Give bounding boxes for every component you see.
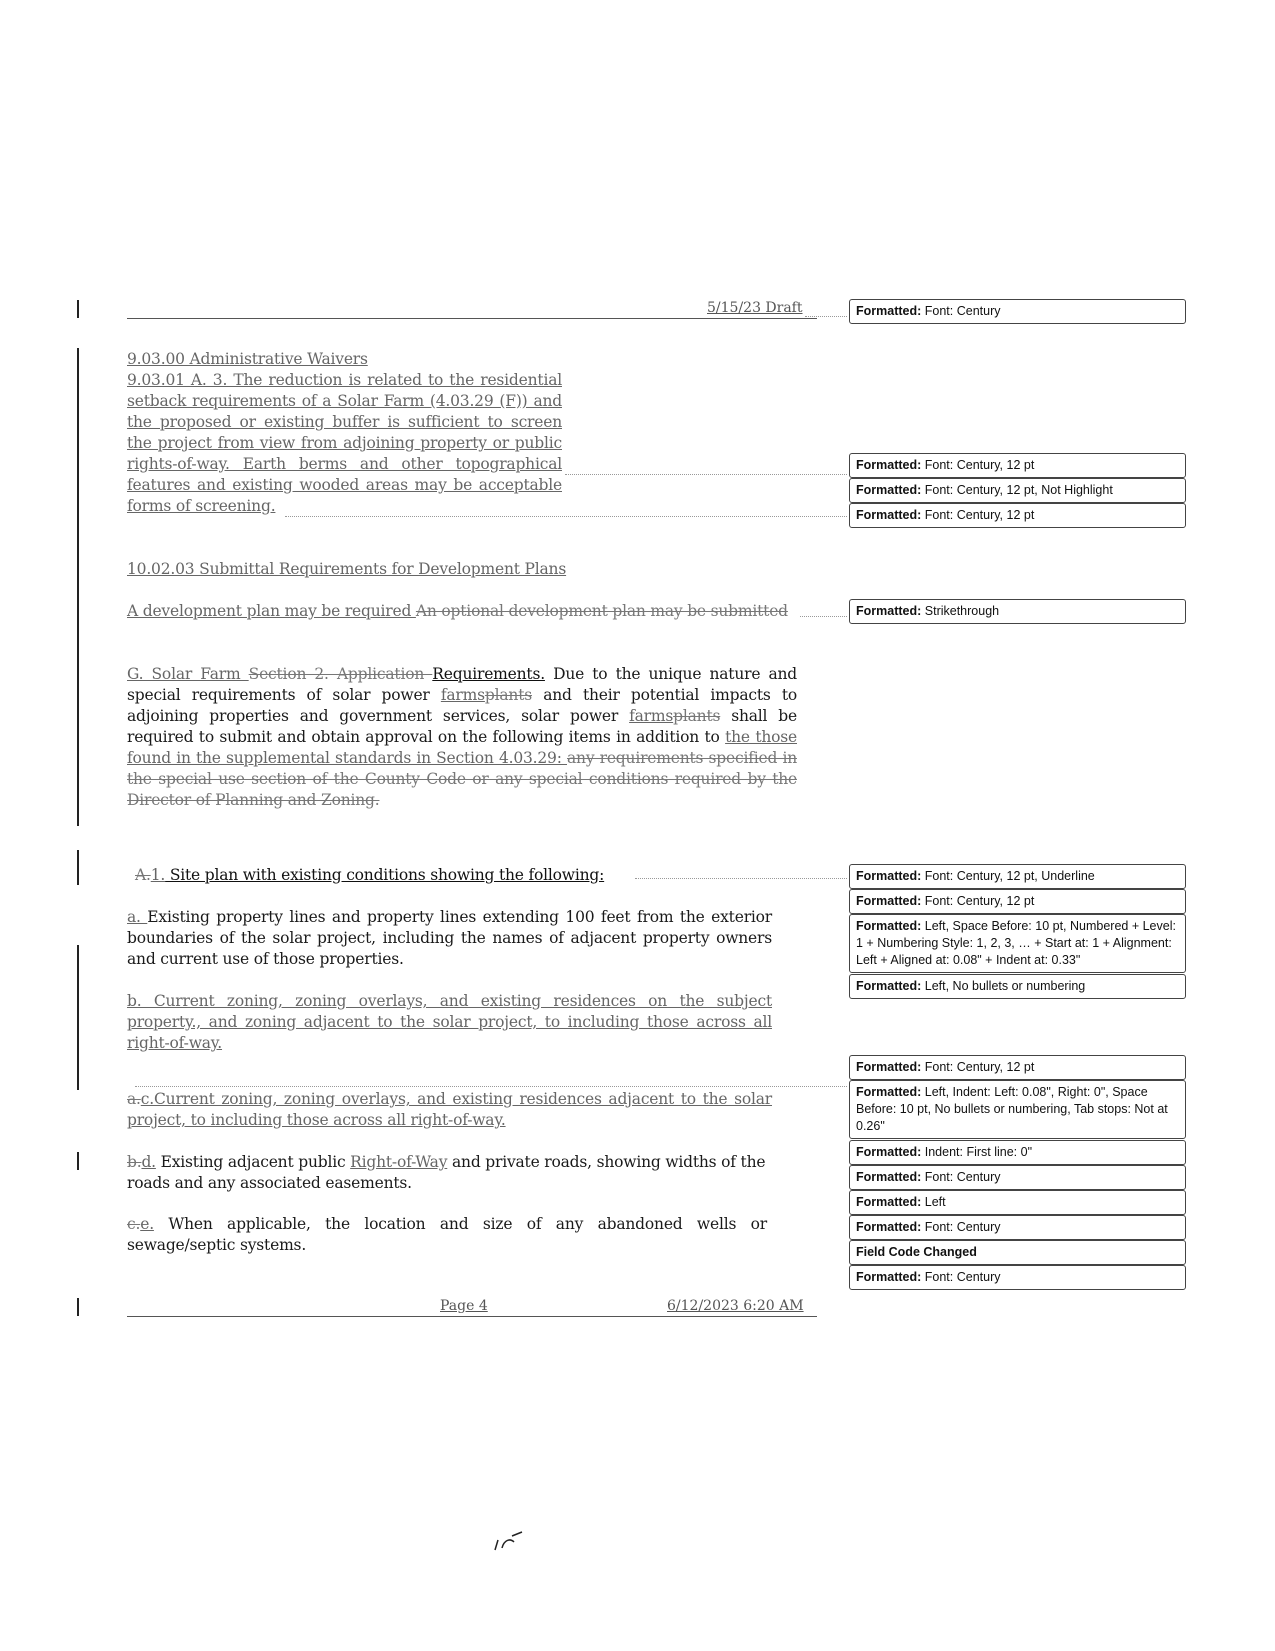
inserted-text: a.: [127, 908, 148, 926]
submittal-title: 10.02.03 Submittal Requirements for Development Plans: [127, 560, 567, 578]
deleted-text: plants: [484, 686, 532, 704]
comment-text: Font: Century, 12 pt: [921, 508, 1035, 522]
comment-label: Formatted:: [856, 1170, 922, 1184]
deleted-text: any requirements specified in the special use section of the County Code or any special conditions required by the Director of Planning and Zoning.: [127, 749, 797, 809]
dev-plan-paragraph: [127, 601, 797, 622]
comment-text: Left, Indent: Left: 0.08", Right: 0", Space Before: 10 pt, No bullets or numbering, Tab stops: Not at 0.26": [856, 1085, 1168, 1133]
comment-text: Font: Century: [921, 1270, 1001, 1284]
item-d: [127, 1152, 767, 1194]
comment-label: Formatted:: [856, 1270, 922, 1284]
inserted-text: b. Current zoning, zoning overlays, and existing residences on the subject property., and zoning adjacent to the solar project, to including those across all right-of-way.: [127, 992, 772, 1052]
revision-comment-balloon[interactable]: [849, 1240, 1186, 1265]
comment-text: Font: Century, 12 pt: [921, 1060, 1035, 1074]
revision-comment-balloon[interactable]: [849, 1265, 1186, 1290]
item-1: [135, 865, 735, 886]
inserted-text: A development plan may be required: [127, 602, 416, 620]
comment-label: Formatted:: [856, 919, 922, 933]
deleted-text: c.: [127, 1215, 141, 1233]
comment-text: Left, Space Before: 10 pt, Numbered + Level: 1 + Numbering Style: 1, 2, 3, … + Start at: 1 + Alignment: Left + Aligned at: 0.08" + Indent at: 0.33": [856, 919, 1176, 967]
waivers-body: 9.03.01 A. 3. The reduction is related to the residential setback requirements of a Solar Farm (4.03.29 (F)) and the proposed or existing buffer is sufficient to screen the project from view from adjoining property or public rights-of-way. Earth berms and other topographical features and existing wooded areas may be acceptable forms of screening.: [127, 371, 562, 515]
comment-label: Formatted:: [856, 508, 922, 522]
header-rule: [127, 318, 817, 319]
inserted-text: farms: [629, 707, 674, 725]
body-text: shall be required to submit and obtain approval on the following items in addition to: [127, 707, 797, 746]
comment-text: Indent: First line: 0": [921, 1145, 1033, 1159]
comment-label: Formatted:: [856, 1060, 922, 1074]
comment-text: Left: [921, 1195, 946, 1209]
revision-comment-balloon[interactable]: [849, 1140, 1186, 1165]
comment-text: Font: Century: [921, 304, 1001, 318]
item-e: [127, 1214, 767, 1256]
comment-text: Font: Century, 12 pt, Underline: [921, 869, 1095, 883]
comment-leader: [635, 878, 847, 879]
comment-label: Formatted:: [856, 304, 922, 318]
revision-comment-balloon[interactable]: [849, 503, 1186, 528]
comment-label: Formatted:: [856, 458, 922, 472]
comment-text: Font: Century, 12 pt: [921, 458, 1035, 472]
handwritten-mark-icon: [492, 1530, 532, 1561]
inserted-text: farms: [440, 686, 485, 704]
body-text: and their potential impacts to adjoining properties and government services, solar power: [127, 686, 797, 725]
comment-label: Formatted:: [856, 1195, 922, 1209]
revision-comment-balloon[interactable]: [849, 299, 1186, 324]
inserted-text: Current zoning, zoning overlays, and existing residences adjacent to the solar project, to including those across all right-of-way.: [127, 1090, 772, 1129]
footer-rule: [127, 1316, 817, 1317]
change-bar: [77, 348, 79, 826]
comment-text: Font: Century, 12 pt: [921, 894, 1035, 908]
body-text: Existing adjacent public: [155, 1153, 351, 1171]
revision-comment-balloon[interactable]: [849, 1080, 1186, 1139]
item-a: [127, 907, 772, 970]
body-text: When applicable, the location and size of any abandoned wells or sewage/septic systems.: [127, 1215, 767, 1254]
comment-label: Formatted:: [856, 1220, 922, 1234]
comment-leader: [565, 474, 847, 475]
revision-comment-balloon[interactable]: [849, 889, 1186, 914]
comment-leader: [285, 516, 847, 517]
comment-leader: [800, 616, 847, 617]
comment-text: Font: Century: [921, 1220, 1001, 1234]
comment-label: Field Code Changed: [856, 1245, 977, 1259]
comment-label: Formatted:: [856, 1085, 922, 1099]
deleted-text: b.: [127, 1153, 142, 1171]
body-text: and private roads, showing widths of the roads and any associated easements.: [127, 1153, 766, 1192]
deleted-text: Section 2. Application: [248, 665, 433, 683]
comment-label: Formatted:: [856, 483, 922, 497]
comment-text: Left, No bullets or numbering: [921, 979, 1086, 993]
revision-comment-balloon[interactable]: [849, 1165, 1186, 1190]
deleted-text: plants: [673, 707, 721, 725]
inserted-text: d.: [141, 1153, 156, 1171]
inserted-text: the those found in the supplemental standards in Section 4.03.29:: [127, 728, 797, 767]
body-text: Existing property lines and property lines extending 100 feet from the exterior boundaries of the solar project, including the names of adjacent property owners and current use of those properties.: [127, 908, 772, 968]
change-bar: [77, 1298, 79, 1316]
change-bar: [77, 850, 79, 885]
comment-leader: [135, 1086, 847, 1087]
inserted-text: e.: [140, 1215, 154, 1233]
inserted-text: 1.: [150, 866, 166, 884]
footer-timestamp: 6/12/2023 6:20 AM: [667, 1298, 804, 1314]
revision-comment-balloon[interactable]: [849, 864, 1186, 889]
g-solar-farm-paragraph: [127, 664, 797, 811]
waivers-title: 9.03.00 Administrative Waivers: [127, 350, 368, 368]
revision-comment-balloon[interactable]: [849, 1190, 1186, 1215]
body-text: Requirements.: [432, 665, 545, 683]
revision-comment-balloon[interactable]: [849, 599, 1186, 624]
comment-label: Formatted:: [856, 979, 922, 993]
comment-text: Font: Century: [921, 1170, 1001, 1184]
deleted-text: A.: [135, 866, 151, 884]
inserted-text: Right-of-Way: [350, 1153, 448, 1171]
inserted-text: G. Solar Farm: [127, 665, 249, 683]
body-text: Due to the unique nature and special requirements of solar power: [127, 665, 797, 704]
comment-label: Formatted:: [856, 869, 922, 883]
change-bar: [77, 1152, 79, 1170]
revision-comment-balloon[interactable]: [849, 1055, 1186, 1080]
revision-comment-balloon[interactable]: [849, 1215, 1186, 1240]
inserted-text: c.: [140, 1090, 154, 1108]
deleted-text: An optional development plan may be submitted: [415, 602, 788, 620]
comment-label: Formatted:: [856, 894, 922, 908]
change-bar: [77, 300, 79, 318]
item-b: [127, 991, 772, 1054]
item-c: [127, 1089, 772, 1131]
body-text: Site plan with existing conditions showing the following:: [165, 866, 605, 884]
comment-label: Formatted:: [856, 604, 922, 618]
change-bar: [77, 945, 79, 1090]
revision-comment-balloon[interactable]: [849, 974, 1186, 999]
revision-comment-balloon[interactable]: [849, 453, 1186, 478]
revision-comment-balloon[interactable]: [849, 478, 1186, 503]
comment-leader: [805, 316, 847, 317]
draft-label: 5/15/23 Draft: [707, 300, 803, 316]
comment-label: Formatted:: [856, 1145, 922, 1159]
revision-comment-balloon[interactable]: [849, 914, 1186, 973]
deleted-text: a.: [127, 1090, 141, 1108]
comment-text: Font: Century, 12 pt, Not Highlight: [921, 483, 1113, 497]
comment-text: Strikethrough: [921, 604, 1000, 618]
page-number: Page 4: [440, 1298, 488, 1314]
